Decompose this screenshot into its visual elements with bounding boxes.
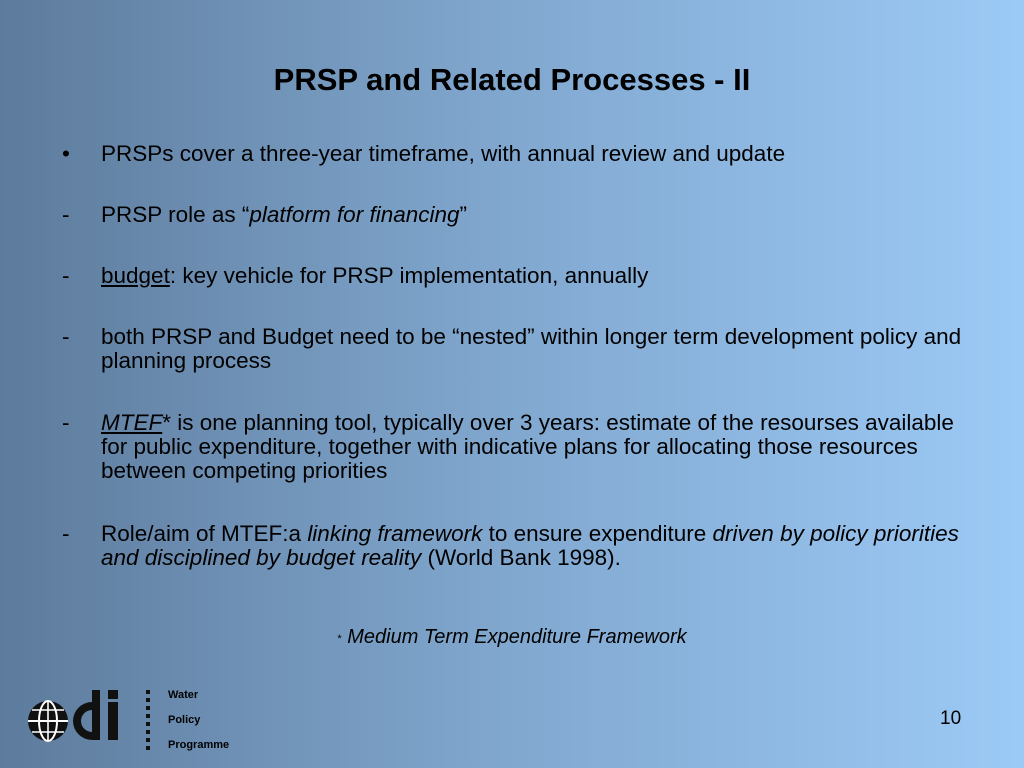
bullet-text-post: ”: [459, 202, 468, 227]
bullet-marker: •: [62, 141, 70, 166]
footnote: [0, 626, 1024, 649]
bullet-marker: -: [62, 324, 70, 349]
bullet-text: [101, 522, 967, 570]
bullet-text-emphasis: platform for financing: [249, 202, 460, 227]
bullet-text-post: (World Bank 1998).: [421, 545, 621, 570]
bullet-text-emphasis-2: driven by policy priorities and disciplined by budget reality: [101, 521, 959, 570]
odi-logo: [26, 688, 266, 758]
bullet-text: [101, 411, 967, 483]
bullet-text-mid: to ensure expenditure: [482, 521, 713, 546]
bullet-text-pre: Role/aim of MTEF:a: [101, 521, 308, 546]
logo-letter-i: [108, 690, 118, 740]
bullet-text-pre: PRSP role as “: [101, 202, 250, 227]
bullet-text: PRSPs cover a three-year timeframe, with annual review and update: [101, 141, 786, 166]
bullet-text: [101, 203, 967, 227]
logo-line-water: Water: [168, 689, 199, 701]
page-number: 10: [940, 708, 962, 729]
bullet-text-post: * is one planning tool, typically over 3 years: estimate of the resourses available for public expenditure, together with indicative plans for allocating those resources between competing priorities: [101, 410, 954, 483]
logo-dotted-separator: [146, 690, 150, 750]
bullet-text-emphasis: linking framework: [307, 521, 483, 546]
bullet-text-underlined: MTEF: [101, 410, 163, 435]
footnote-text: Medium Term Expenditure Framework: [341, 626, 687, 648]
odi-logo-mark: [26, 688, 266, 758]
bullet-text: both PRSP and Budget need to be “nested” within longer term development policy and planning process: [101, 324, 962, 373]
logo-line-policy: Policy: [168, 714, 201, 726]
bullet-text: [101, 264, 967, 288]
bullet-marker: -: [62, 521, 70, 546]
bullet-text-underlined: budget: [101, 263, 170, 288]
bullet-marker: -: [62, 263, 70, 288]
bullet-marker: -: [62, 410, 70, 435]
logo-letter-d: [73, 690, 100, 740]
bullet-text-post: : key vehicle for PRSP implementation, annually: [169, 263, 649, 288]
slide-title: PRSP and Related Processes - II: [273, 62, 751, 97]
logo-line-programme: Programme: [168, 739, 230, 751]
footnote-star: *: [337, 633, 342, 645]
bullet-marker: -: [62, 202, 70, 227]
globe-icon: [28, 701, 68, 741]
